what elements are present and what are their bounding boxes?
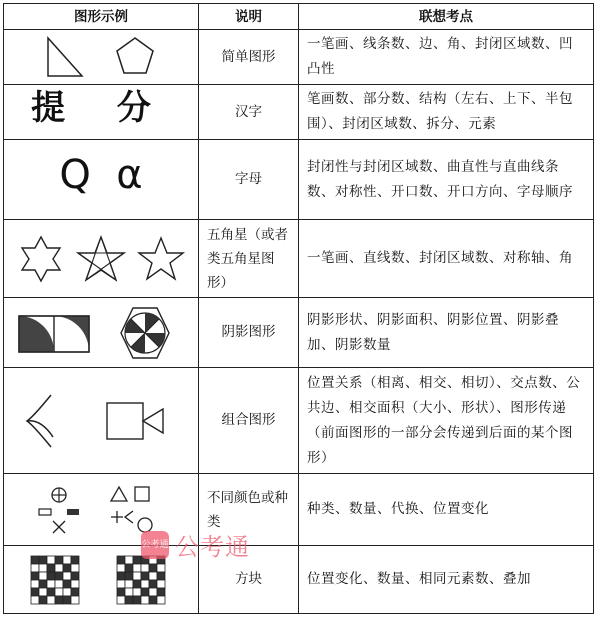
header-desc: 说明 <box>199 4 299 30</box>
block-cell <box>149 580 157 588</box>
block-cell <box>55 556 63 564</box>
points-cell: 一笔画、线条数、边、角、封闭区域数、凹凸性 <box>299 30 594 85</box>
block-cell <box>47 580 55 588</box>
desc-cell: 不同颜色或种类 <box>199 474 299 546</box>
letter-sample: Q α <box>59 151 143 198</box>
block-cell <box>71 596 79 604</box>
example-combination <box>4 368 199 474</box>
block-cell <box>39 596 47 604</box>
block-cell <box>125 564 133 572</box>
block-cell <box>133 556 141 564</box>
block-cell <box>157 596 165 604</box>
block-cell <box>55 596 63 604</box>
block-cell <box>157 572 165 580</box>
table-row <box>4 474 594 546</box>
example-simple-shapes <box>4 30 199 85</box>
block-cell <box>31 588 39 596</box>
table-row <box>4 30 594 85</box>
block-cell <box>63 556 71 564</box>
table-row <box>4 140 594 220</box>
block-cell <box>141 572 149 580</box>
block-cell <box>39 572 47 580</box>
block-cell <box>125 596 133 604</box>
block-cell <box>47 556 55 564</box>
block-cell <box>71 588 79 596</box>
points-cell: 封闭性与封闭区域数、曲直性与直曲线条数、对称性、开口数、开口方向、字母顺序 <box>299 140 594 220</box>
block-cell <box>39 556 47 564</box>
block-cell <box>71 556 79 564</box>
example-shaded <box>4 298 199 368</box>
example-stars <box>4 220 199 298</box>
combined-shapes-icon <box>11 389 191 453</box>
triangle-pentagon-icon <box>36 34 166 80</box>
desc-cell: 五角星（或者类五角星图形） <box>199 220 299 298</box>
points-cell: 位置关系（相离、相交、相切）、交点数、公共边、相交面积（大小、形状）、图形传递（前面图形的一部分会传递到后面的某个图形） <box>299 368 594 474</box>
block-cell <box>39 580 47 588</box>
points-cell: 阴影形状、阴影面积、阴影位置、阴影叠加、阴影数量 <box>299 298 594 368</box>
desc-cell: 汉字 <box>199 85 299 140</box>
example-hanzi <box>4 85 199 140</box>
block-cell <box>133 588 141 596</box>
block-cell <box>63 596 71 604</box>
desc-cell: 字母 <box>199 140 299 220</box>
block-cell <box>55 580 63 588</box>
points-cell: 位置变化、数量、相同元素数、叠加 <box>299 546 594 614</box>
block-cell <box>71 572 79 580</box>
block-cell <box>47 572 55 580</box>
block-cell <box>63 572 71 580</box>
points-cell: 种类、数量、代换、位置变化 <box>299 474 594 546</box>
block-cell <box>149 588 157 596</box>
block-cell <box>157 564 165 572</box>
block-cell <box>141 588 149 596</box>
table-row <box>4 298 594 368</box>
block-cell <box>63 580 71 588</box>
block-cell <box>149 564 157 572</box>
watermark-text: 公考通 <box>175 533 250 561</box>
example-letters <box>4 140 199 220</box>
desc-cell: 阴影图形 <box>199 298 299 368</box>
block-cell <box>31 596 39 604</box>
block-cell <box>47 596 55 604</box>
block-cell <box>71 564 79 572</box>
block-cell <box>133 580 141 588</box>
block-cell <box>55 564 63 572</box>
block-cell <box>141 580 149 588</box>
knowledge-table <box>3 3 594 614</box>
block-cell <box>31 564 39 572</box>
hanzi-sample: 提 分 <box>31 88 171 128</box>
block-cell <box>31 580 39 588</box>
block-cell <box>47 588 55 596</box>
block-cell <box>117 580 125 588</box>
block-cell <box>117 596 125 604</box>
block-cell <box>117 588 125 596</box>
table-row <box>4 85 594 140</box>
block-cell <box>31 556 39 564</box>
block-cell <box>39 588 47 596</box>
block-cell <box>157 580 165 588</box>
block-cell <box>117 572 125 580</box>
block-cell <box>125 556 133 564</box>
block-cell <box>125 572 133 580</box>
block-cell <box>133 572 141 580</box>
points-cell: 笔画数、部分数、结构（左右、上下、半包围）、封闭区域数、拆分、元素 <box>299 85 594 140</box>
block-cell <box>39 564 47 572</box>
block-cell <box>125 588 133 596</box>
block-cell <box>133 564 141 572</box>
block-cell <box>141 564 149 572</box>
table-row <box>4 368 594 474</box>
block-cell <box>31 572 39 580</box>
block-cell <box>63 564 71 572</box>
block-cell <box>149 596 157 604</box>
block-cell <box>47 564 55 572</box>
table-row <box>4 546 594 614</box>
shaded-shapes-icon <box>11 304 191 362</box>
watermark-badge: 公考通 <box>141 531 169 559</box>
block-cell <box>141 596 149 604</box>
desc-cell: 简单图形 <box>199 30 299 85</box>
block-cell <box>149 572 157 580</box>
block-cell <box>55 588 63 596</box>
block-cell <box>63 588 71 596</box>
block-cell <box>117 556 125 564</box>
block-cell <box>125 580 133 588</box>
block-cell <box>117 564 125 572</box>
header-points: 联想考点 <box>299 4 594 30</box>
star-shapes-icon <box>11 232 191 286</box>
points-cell: 一笔画、直线数、封闭区域数、对称轴、角 <box>299 220 594 298</box>
watermark-logo <box>141 527 250 562</box>
block-cell <box>133 596 141 604</box>
block-cell <box>157 588 165 596</box>
desc-cell: 方块 <box>199 546 299 614</box>
block-cell <box>71 580 79 588</box>
header-row <box>4 4 594 30</box>
desc-cell: 组合图形 <box>199 368 299 474</box>
block-cell <box>55 572 63 580</box>
table-row <box>4 220 594 298</box>
header-example: 图形示例 <box>4 4 199 30</box>
